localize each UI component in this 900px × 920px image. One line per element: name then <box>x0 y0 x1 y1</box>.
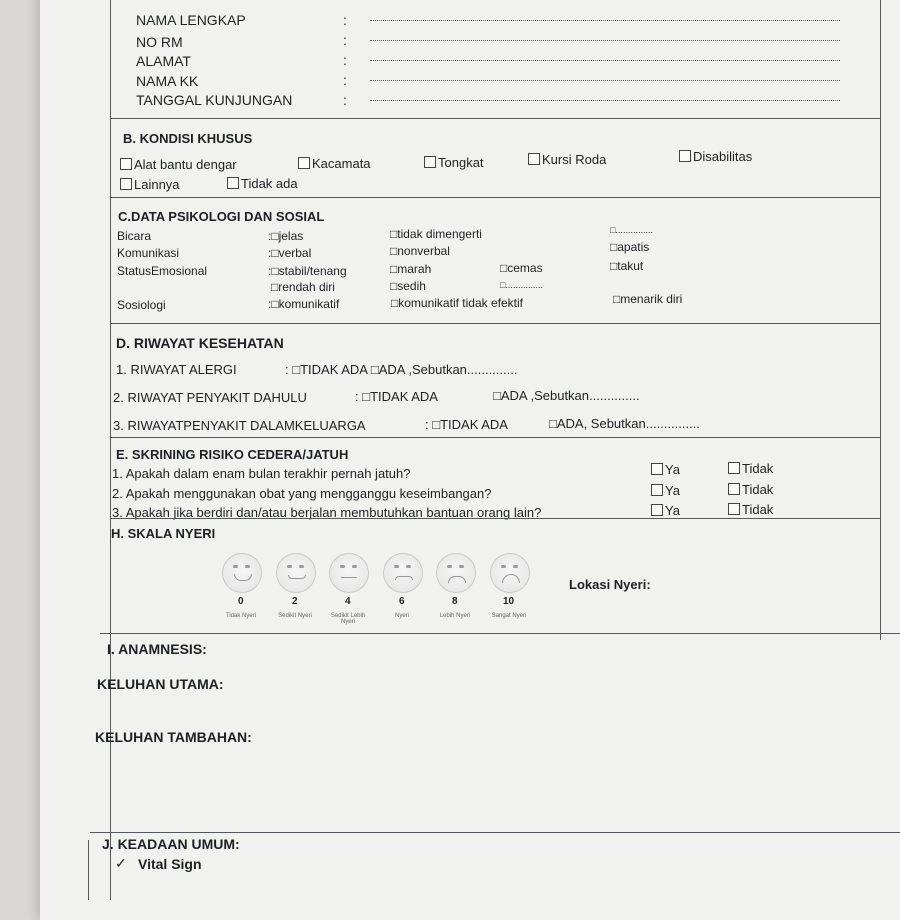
option-marah[interactable]: □marah <box>390 262 432 276</box>
q3-tidak[interactable]: Tidak <box>728 502 773 517</box>
field-line-norm[interactable] <box>370 40 840 41</box>
option-cemas[interactable]: □cemas <box>500 261 543 275</box>
keluhan-tambahan-label: KELUHAN TAMBAHAN: <box>95 729 252 745</box>
checkbox-disabilitas[interactable]: Disabilitas <box>679 149 752 164</box>
checkbox-alat-bantu[interactable]: Alat bantu dengar <box>120 157 237 172</box>
option-bicara-lain[interactable]: □............... <box>610 225 653 235</box>
option-tidak-dimengerti[interactable]: □tidak dimengerti <box>390 227 482 241</box>
option-nonverbal[interactable]: □nonverbal <box>390 244 450 258</box>
face-icon-6[interactable] <box>383 553 423 593</box>
section-title-j: J. KEADAAN UMUM: <box>102 836 240 852</box>
field-line-nama[interactable] <box>370 20 840 21</box>
option-menarik-diri[interactable]: □menarik diri <box>613 292 683 306</box>
penyakit-dahulu-tidak[interactable]: : □TIDAK ADA <box>355 389 438 404</box>
field-line-tanggal[interactable] <box>370 100 840 101</box>
field-label-nama: NAMA LENGKAP <box>136 12 246 28</box>
field-label-namakk: NAMA KK <box>136 73 199 89</box>
lokasi-nyeri-label: Lokasi Nyeri: <box>569 577 651 592</box>
face-icon-0[interactable] <box>222 553 262 593</box>
option-emosi-lain[interactable]: □............... <box>500 280 543 290</box>
option-verbal[interactable]: :□verbal <box>268 246 312 260</box>
penyakit-keluarga-ada[interactable]: □ADA, Sebutkan............... <box>549 416 700 431</box>
option-stabil[interactable]: :□stabil/tenang <box>268 264 347 278</box>
option-sedih[interactable]: □sedih <box>390 279 426 293</box>
section-title-c: C.DATA PSIKOLOGI DAN SOSIAL <box>118 209 325 224</box>
penyakit-dahulu-ada[interactable]: □ADA ,Sebutkan.............. <box>493 388 640 403</box>
section-title-h: H. SKALA NYERI <box>111 526 216 541</box>
penyakit-keluarga-tidak[interactable]: : □TIDAK ADA <box>425 417 508 432</box>
option-jelas[interactable]: :□jelas <box>268 229 304 243</box>
checkbox-tongkat[interactable]: Tongkat <box>424 155 484 170</box>
checkbox-kacamata[interactable]: Kacamata <box>298 156 371 171</box>
option-apatis[interactable]: □apatis <box>610 240 650 254</box>
checkbox-tidak-ada[interactable]: Tidak ada <box>227 176 298 191</box>
field-label-alamat: ALAMAT <box>136 53 191 69</box>
option-komunikatif-tidak-efektif[interactable]: □komunikatif tidak efektif <box>391 296 523 310</box>
check-icon: ✓ <box>115 855 127 871</box>
q3-ya[interactable]: Ya <box>651 503 680 518</box>
vital-sign-label: Vital Sign <box>138 856 202 872</box>
face-icon-2[interactable] <box>276 553 316 593</box>
field-label-tanggal: TANGGAL KUNJUNGAN <box>136 92 293 108</box>
option-komunikatif[interactable]: :□komunikatif <box>268 297 340 311</box>
face-icon-10[interactable] <box>490 553 530 593</box>
field-line-namakk[interactable] <box>370 80 840 81</box>
checkbox-kursi-roda[interactable]: Kursi Roda <box>528 152 606 167</box>
q1-tidak[interactable]: Tidak <box>728 461 773 476</box>
section-title-e: E. SKRINING RISIKO CEDERA/JATUH <box>116 447 349 462</box>
section-title-d: D. RIWAYAT KESEHATAN <box>116 335 284 351</box>
section-title-i: I. ANAMNESIS: <box>107 641 207 657</box>
face-icon-4[interactable] <box>329 553 369 593</box>
section-title-b: B. KONDISI KHUSUS <box>123 131 253 146</box>
q2-ya[interactable]: Ya <box>651 483 680 498</box>
checkbox-lainnya[interactable]: Lainnya <box>120 177 180 192</box>
option-rendah-diri[interactable]: □rendah diri <box>271 280 335 294</box>
face-icon-8[interactable] <box>436 553 476 593</box>
keluhan-utama-label: KELUHAN UTAMA: <box>97 676 224 692</box>
field-line-alamat[interactable] <box>370 60 840 61</box>
q1-ya[interactable]: Ya <box>651 462 680 477</box>
option-takut[interactable]: □takut <box>610 259 644 273</box>
field-label-norm: NO RM <box>136 34 183 50</box>
alergi-options[interactable]: : □TIDAK ADA □ADA ,Sebutkan.............. <box>285 362 518 377</box>
q2-tidak[interactable]: Tidak <box>728 482 773 497</box>
